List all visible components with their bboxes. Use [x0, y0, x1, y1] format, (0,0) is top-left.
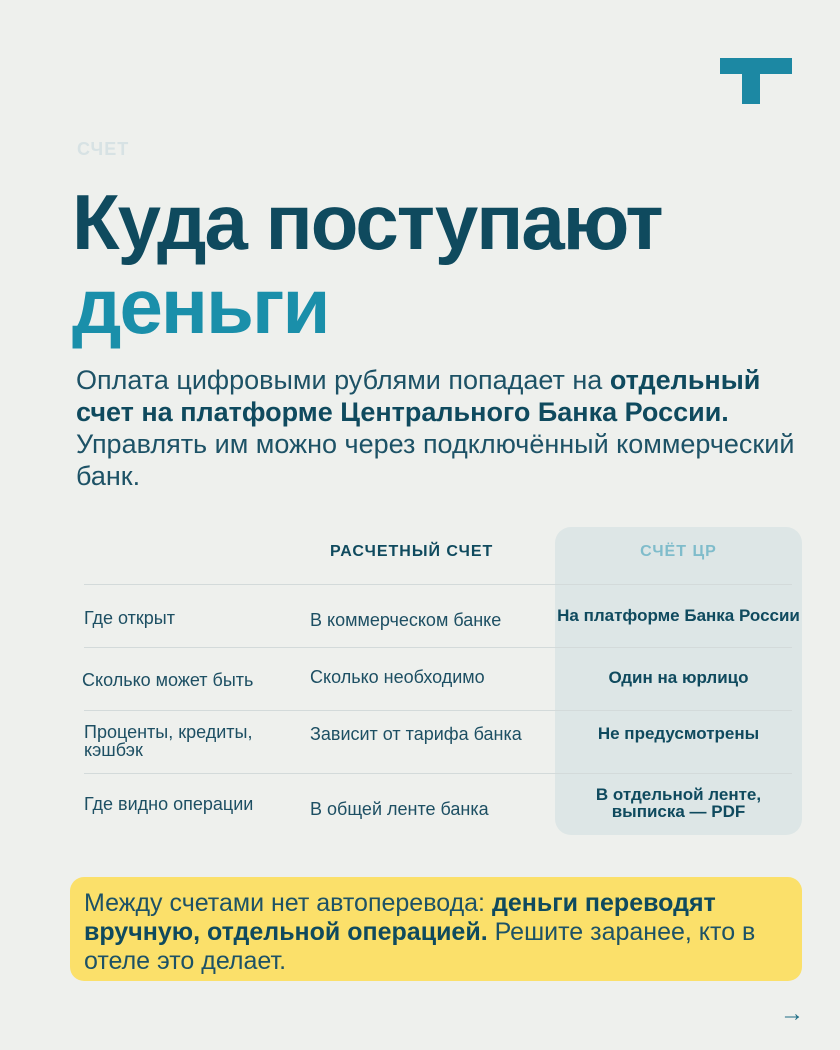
table-row [70, 585, 802, 647]
row-cbr-value: Не предусмотрены [597, 724, 760, 743]
row-account-value: Зависит от тарифа банка [310, 724, 522, 744]
note-text-2: Решите заранее, кто в отеле это делает. [84, 918, 756, 975]
intro-text-2: Управлять им можно через подключённый коммерческий банк. [76, 429, 795, 491]
next-arrow-icon[interactable]: → [780, 1000, 804, 1027]
callout-note [70, 877, 802, 981]
row-label: Проценты, кредиты, кэшбэк [84, 722, 253, 760]
row-cbr-value: Один на юрлицо [608, 668, 749, 687]
table-row [70, 711, 802, 773]
header-account: РАСЧЕТНЫЙ СЧЕТ [330, 543, 494, 560]
intro-bold-text: отдельный счет на платформе Центрального Банка России. [76, 365, 761, 427]
table-row [70, 648, 802, 710]
note-bold-text: деньги переводят вручную, отдельной операцией. [84, 889, 716, 946]
note-text-1: Между счетами нет автоперевода: [84, 889, 492, 917]
row-label: Где видно операции [84, 794, 254, 814]
intro-text-1: Оплата цифровыми рублями попадает на [76, 365, 610, 395]
row-account-value: В общей ленте банка [310, 799, 489, 819]
row-account-value: Сколько необходимо [310, 667, 485, 687]
row-label: Сколько может быть [82, 670, 254, 690]
row-account-value: В коммерческом банке [310, 610, 502, 630]
row-cbr-value: На платформе Банка России [557, 606, 800, 625]
row-label: Где открыт [84, 608, 175, 628]
brand-logo [720, 58, 792, 104]
row-cbr-value: В отдельной ленте, выписка — PDF [595, 785, 762, 821]
title-line-1: Куда поступают [72, 178, 662, 266]
header-cbr: СЧЁТ ЦР [640, 543, 717, 560]
intro-paragraph [76, 364, 806, 492]
table-row [70, 774, 802, 836]
section-eyebrow: СЧЕТ [77, 139, 130, 159]
page-title [72, 180, 662, 348]
title-line-2: деньги [72, 262, 329, 350]
comparison-table [70, 525, 802, 835]
